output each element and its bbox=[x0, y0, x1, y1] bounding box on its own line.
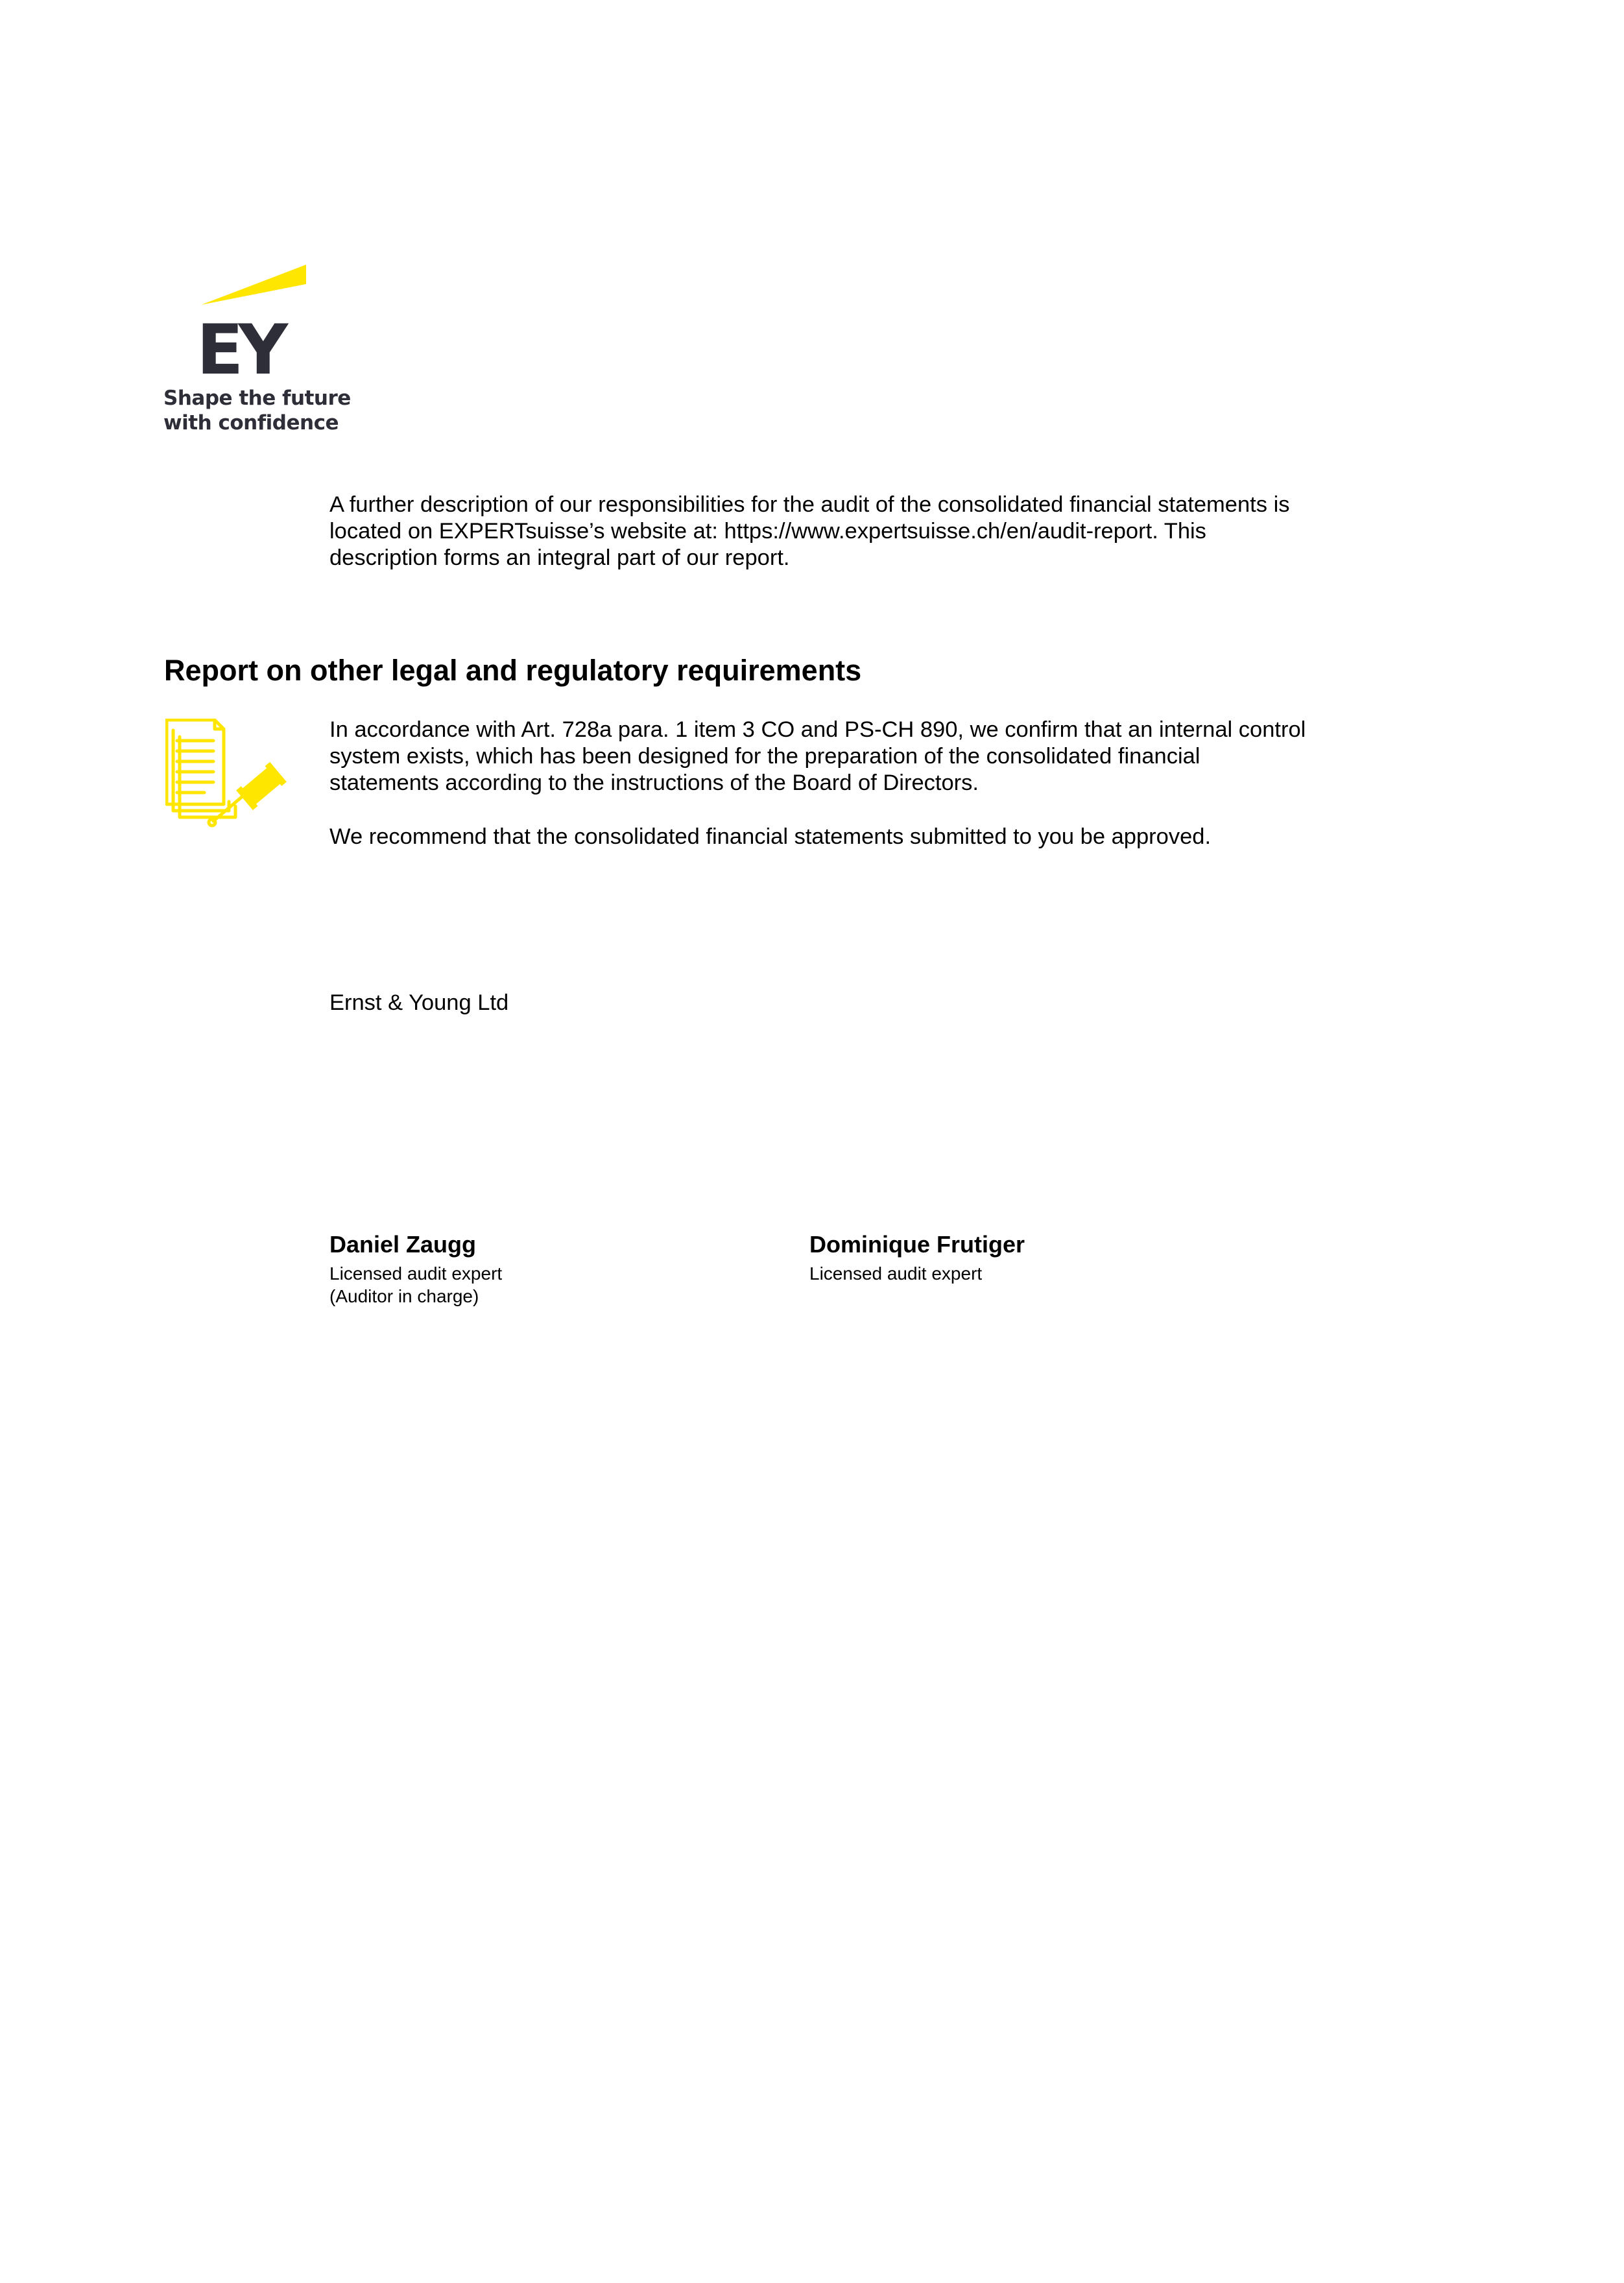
intro-paragraph: A further description of our responsibilities for the audit of the consolidated financial statements is located on EXPERTsuisse’s website at: https://www.expertsuisse.ch/en/audit-report. This description forms an integral part of our report. bbox=[329, 492, 1290, 570]
firm-name: Ernst & Young Ltd bbox=[329, 990, 509, 1015]
signatory-1 bbox=[329, 1231, 502, 1308]
internal-control-paragraph: In accordance with Art. 728a para. 1 item 3 CO and PS-CH 890, we confirm that an internal control system exists, which has been designed for the preparation of the consolidated financial statements according to the instructions of the Board of Directors. bbox=[329, 717, 1306, 795]
logo-ey-letters: EY bbox=[197, 310, 283, 383]
signatory-title-text: Licensed audit expert bbox=[809, 1263, 983, 1284]
recommendation-paragraph: We recommend that the consolidated financial statements submitted to you be approved. bbox=[329, 824, 1212, 849]
signatory-title bbox=[329, 1262, 502, 1308]
signatory-role: (Auditor in charge) bbox=[329, 1286, 479, 1306]
signatory-name: Dominique Frutiger bbox=[809, 1231, 1025, 1258]
ey-logo bbox=[162, 259, 351, 438]
logo-tagline-line2: with confidence bbox=[163, 411, 339, 435]
signatory-title bbox=[809, 1262, 1025, 1285]
signatory-2 bbox=[809, 1231, 1025, 1285]
document-gavel-icon bbox=[165, 719, 289, 829]
signatory-title-text: Licensed audit expert bbox=[329, 1263, 503, 1284]
section-heading: Report on other legal and regulatory requirements bbox=[164, 654, 862, 687]
ey-logo-mark bbox=[162, 259, 337, 383]
logo-yellow-beam bbox=[201, 265, 306, 305]
signatory-name: Daniel Zaugg bbox=[329, 1231, 477, 1258]
logo-tagline-line1: Shape the future bbox=[163, 387, 351, 410]
